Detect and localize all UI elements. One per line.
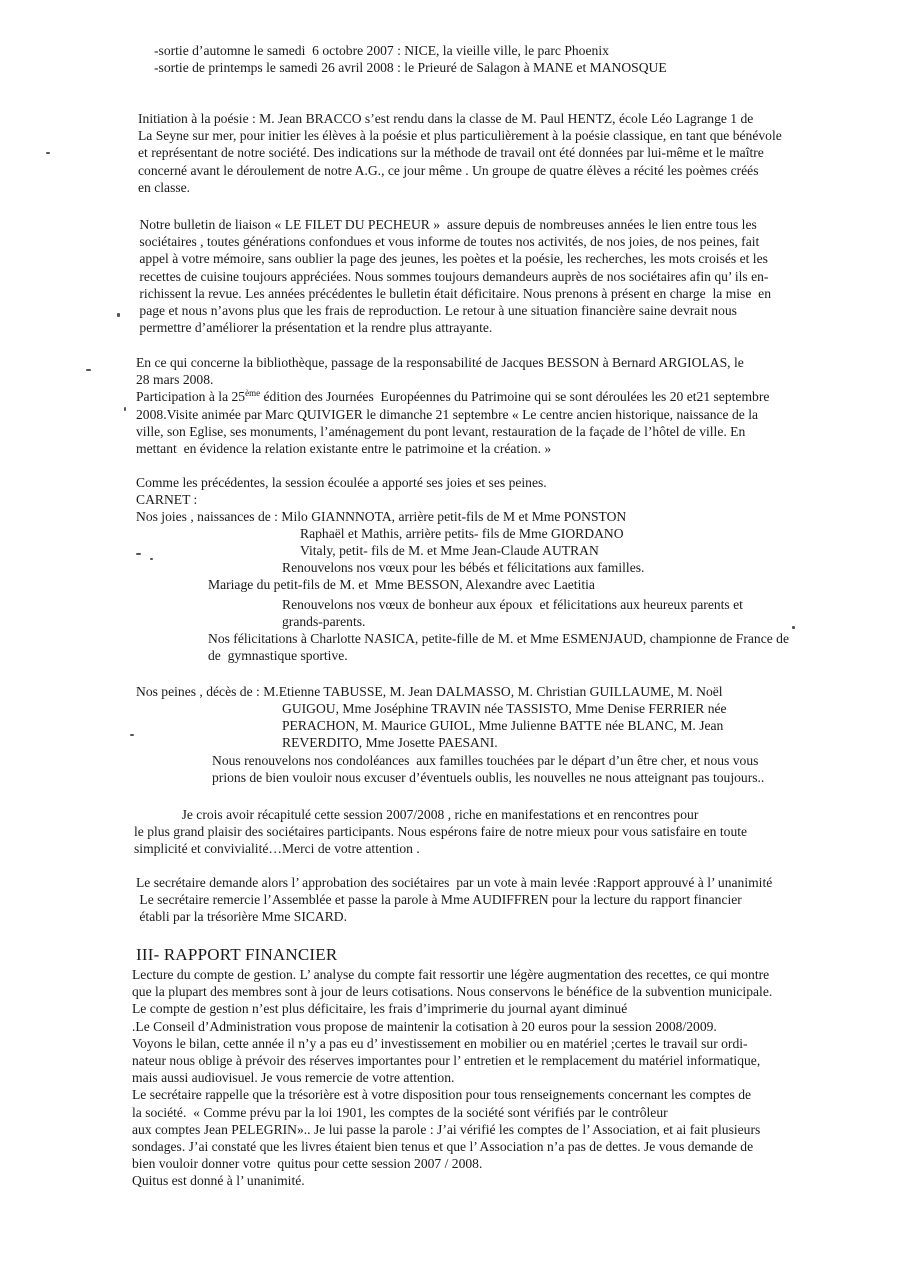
poetry-paragraph (138, 110, 782, 196)
text-line: mais aussi audiovisuel. Je vous remercie de votre attention. (132, 1070, 455, 1086)
condolences (212, 752, 764, 786)
text-line: mettant en évidence la relation existante entre le patrimoine et la création. » (136, 441, 552, 457)
text-line: page et nous n’avons plus que les frais de reproduction. Le retour à une situation financière saine devrait nous (136, 303, 737, 319)
deaths-list (282, 700, 727, 752)
text-line: bien vouloir donner votre quitus pour cette session 2007 / 2008. (132, 1156, 483, 1172)
text-line: .Le Conseil d’Administration vous propose de maintenir la cotisation à 20 euros pour la session 2008/2009. (132, 1018, 717, 1034)
approval-paragraph (136, 874, 772, 926)
outing-autumn: -sortie d’automne le samedi 6 octobre 2007 : NICE, la vieille ville, le parc Phoenix (154, 43, 609, 58)
scan-speck (117, 313, 120, 317)
section-heading: III- RAPPORT FINANCIER (136, 945, 338, 964)
text-line: de gymnastique sportive. (208, 648, 348, 664)
text-line: et représentant de notre société. Des indications sur la méthode de travail ont été données par lui-même et le maître (138, 145, 764, 161)
text-line: recettes de cuisine toujours appréciées. Nous sommes toujours demandeurs auprès de nos sociétaires afin qu’ ils en- (136, 268, 769, 284)
text-line: Nos félicitations à Charlotte NASICA, petite-fille de M. et Mme ESMENJAUD, championne de France de (208, 631, 790, 646)
marriage-wishes (282, 596, 743, 630)
text-line: Renouvelons nos vœux de bonheur aux époux et félicitations aux heureux parents et (282, 597, 743, 612)
scan-speck (136, 553, 141, 555)
scan-speck (46, 152, 50, 154)
bulletin-paragraph (136, 216, 771, 336)
scan-speck (150, 558, 153, 560)
sorrows (136, 683, 723, 700)
scan-speck (792, 626, 795, 629)
joys-label: Nos joies , naissances de : (136, 509, 282, 525)
text-line: Comme les précédentes, la session écoulée a apporté ses joies et ses peines. (136, 475, 547, 490)
births-wishes (282, 559, 644, 576)
birth-item: Milo GIANNNOTA, arrière petit-fils de M et Mme PONSTON (281, 509, 627, 525)
text-line: le plus grand plaisir des sociétaires participants. Nous espérons faire de notre mieux pour vous satisfaire en toute (134, 824, 748, 840)
outing-spring: -sortie de printemps le samedi 26 avril 2008 : le Prieuré de Salagon à MANE et MANOSQUE (154, 60, 667, 76)
text-line: aux comptes Jean PELEGRIN».. Je lui passe la parole : J’ai vérifié les comptes de l’ Association, et ai fait plusieurs (132, 1121, 761, 1137)
text-line: nateur nous oblige à prévoir des réserves importantes pour l’ entretien et le remplacement du matériel informatique, (132, 1053, 761, 1069)
scan-speck (124, 407, 126, 411)
text-line: sondages. J’ai constaté que les livres étaient bien tenus et que l’ Association n’a pas de dettes. Je vous demande de (132, 1139, 754, 1155)
text-line: que la plupart des membres sont à jour de leurs cotisations. Nous conservons le bénéfice de la subvention municipale. (132, 984, 773, 1000)
text-line: richissent la revue. Les années précédentes le bulletin était déficitaire. Nous prenons à présent en charge la mise en (136, 285, 772, 301)
carnet-title: CARNET : (136, 492, 198, 508)
text-line: Notre bulletin de liaison « LE FILET DU PECHEUR » assure depuis de nombreuses années le lien entre tous les (136, 217, 757, 232)
scan-speck (86, 369, 91, 371)
text-line: simplicité et convivialité…Merci de votre attention . (134, 841, 420, 857)
text-line: 2008.Visite animée par Marc QUIVIGER le dimanche 21 septembre « Le centre ancien historique, naissance de la (136, 406, 758, 422)
text-line: Voyons le bilan, cette année il n’y a pas eu d’ investissement en mobilier ou en matériel ;certes le travail sur ordi- (132, 1035, 748, 1051)
text-line: Mariage du petit-fils de M. et Mme BESSON, Alexandre avec Laetitia (208, 577, 595, 592)
congratulations (208, 630, 789, 664)
sorrows-line (136, 683, 723, 700)
text-line: La Seyne sur mer, pour initier les élèves à la poésie et plus particulièrement à la poésie classique, en tant que bénévole (138, 128, 782, 144)
heritage-first-line (136, 388, 769, 405)
scan-speck (130, 734, 134, 736)
text-line: Renouvelons nos vœux pour les bébés et félicitations aux familles. (282, 560, 645, 575)
text-line: la société. « Comme prévu par la loi 1901, les comptes de la société sont vérifiés par le contrôleur (132, 1104, 668, 1120)
births-list (300, 525, 624, 559)
library-paragraph (136, 354, 769, 457)
text-line: ville, son Eglise, ses monuments, l’aménagement du pont levant, restauration de la façade de l’hôtel de ville. En (136, 423, 746, 439)
text-line: 28 mars 2008. (136, 372, 214, 388)
text-line: sociétaires , toutes générations confondues et vous informe de toutes nos activités, de nos joies, de nos peines, fait (136, 234, 760, 250)
text-line: Nous renouvelons nos condoléances aux familles touchées par le départ d’un être cher, et nous vous (212, 753, 759, 768)
joys-line (136, 508, 626, 525)
birth-item: Vitaly, petit- fils de M. et Mme Jean-Claude AUTRAN (300, 543, 599, 559)
text-line: concerné avant le déroulement de notre A.G., ce jour même . Un groupe de quatre élèves a récité les poèmes créés (138, 162, 759, 178)
text-line: Le secrétaire rappelle que la trésorière est à votre disposition pour tous renseignements concernant les comptes de (132, 1087, 752, 1103)
text-span: Participation à la 25 (136, 389, 246, 405)
text-line: Lecture du compte de gestion. L’ analyse du compte fait ressortir une légère augmentation des recettes, ce qui montre (132, 967, 770, 982)
text-line: grands-parents. (282, 614, 366, 630)
text-line: appel à votre mémoire, sans oublier la page des jeunes, les poètes et la poésie, les recherches, les mots croisés et les (136, 251, 768, 267)
sorrows-label: Nos peines , décès de : (136, 684, 264, 699)
text-line: Le secrétaire remercie l’Assemblée et passe la parole à Mme AUDIFFREN pour la lecture du rapport financier (136, 892, 742, 908)
marriage (208, 576, 595, 593)
recap-paragraph (134, 806, 747, 858)
superscript: ème (245, 388, 261, 399)
text-line: Quitus est donné à l’ unanimité. (132, 1173, 305, 1189)
text-line: En ce qui concerne la bibliothèque, passage de la responsabilité de Jacques BESSON à Bernard ARGIOLAS, le (136, 355, 744, 370)
outings-list (154, 42, 667, 76)
text-line: prions de bien vouloir nous excuser d’éventuels oublis, les nouvelles ne nous atteignant pas toujours.. (212, 770, 765, 786)
death-item: REVERDITO, Mme Josette PAESANI. (282, 735, 498, 751)
text-line: Le compte de gestion n’est plus déficitaire, les frais d’imprimerie du journal ayant diminué (132, 1001, 628, 1017)
financial-paragraph (132, 966, 772, 1190)
text-line: Le secrétaire demande alors l’ approbation des sociétaires par un vote à main levée :Rapport approuvé à l’ unanimité (136, 875, 773, 890)
text-line: permettre d’améliorer la présentation et la rendre plus attrayante. (136, 320, 493, 336)
birth-item: Raphaël et Mathis, arrière petits- fils de Mme GIORDANO (300, 526, 624, 541)
death-item: M.Etienne TABUSSE, M. Jean DALMASSO, M. Christian GUILLAUME, M. Noël (263, 684, 723, 699)
carnet-intro (136, 474, 626, 526)
death-item: GUIGOU, Mme Joséphine TRAVIN née TASSISTO, Mme Denise FERRIER née (282, 701, 727, 716)
text-line: Je crois avoir récapitulé cette session 2007/2008 , riche en manifestations et en rencontres pour (134, 807, 699, 822)
text-line: en classe. (138, 179, 191, 195)
text-line: établi par la trésorière Mme SICARD. (136, 909, 348, 925)
text-span: édition des Journées Européennes du Patrimoine qui se sont déroulées les 20 et21 septembre (260, 389, 770, 405)
text-line: Initiation à la poésie : M. Jean BRACCO s’est rendu dans la classe de M. Paul HENTZ, école Léo Lagrange 1 de (138, 111, 754, 126)
death-item: PERACHON, M. Maurice GUIOL, Mme Julienne BATTE née BLANC, M. Jean (282, 718, 724, 734)
